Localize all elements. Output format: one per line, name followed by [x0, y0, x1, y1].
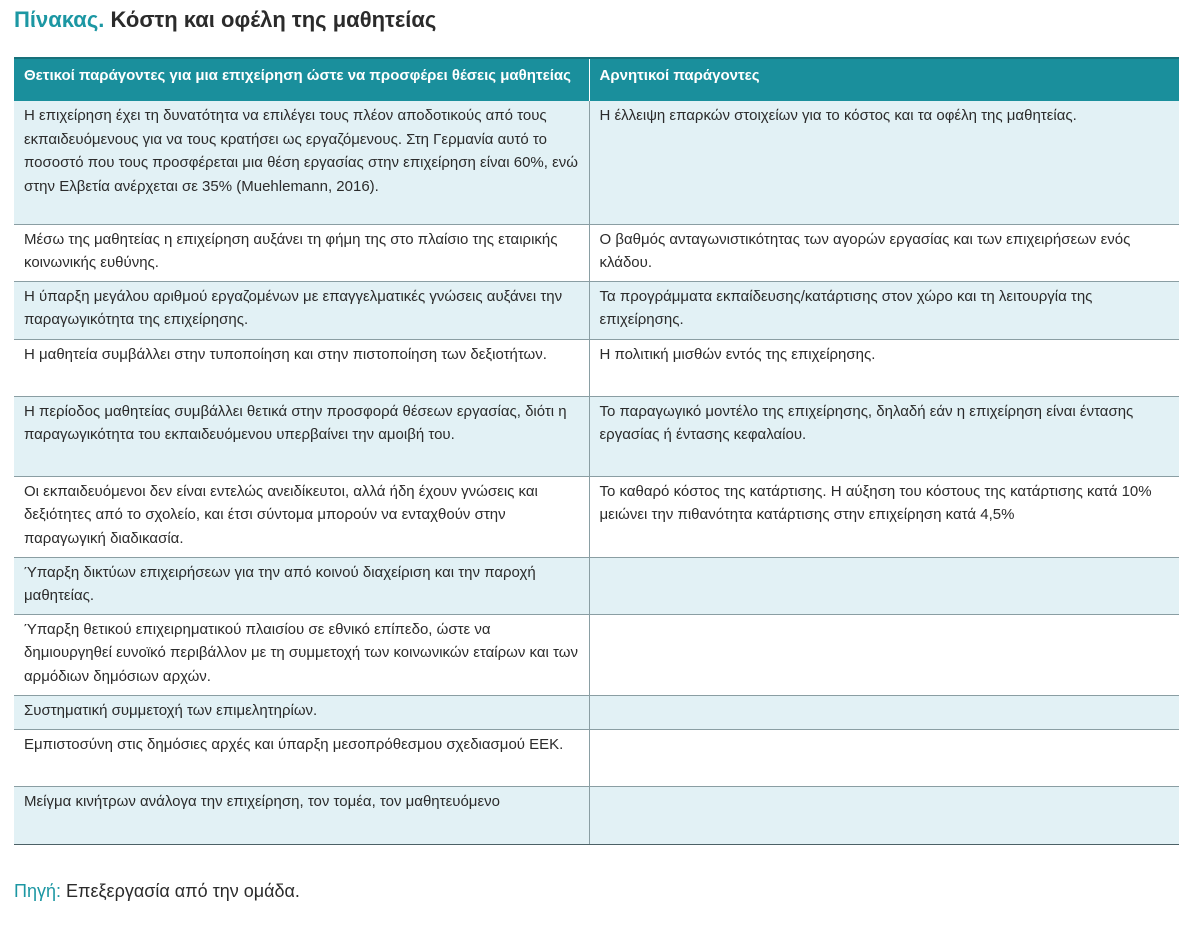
table-row — [14, 557, 1179, 614]
table-row — [14, 695, 1179, 729]
table-row — [14, 614, 1179, 695]
source-label: Πηγή: — [14, 881, 62, 901]
table-title-label: Πίνακας. — [14, 7, 105, 32]
negative-factor-cell: Το καθαρό κόστος της κατάρτισης. Η αύξηση του κόστους της κατάρτισης κατά 10% μειώνει την πιθανότητα κατάρτισης στην επιχείρηση κατά 4,5% — [589, 476, 1179, 557]
header-positive-factors: Θετικοί παράγοντες για μια επιχείρηση ώστε να προσφέρει θέσεις μαθητείας — [14, 58, 589, 101]
positive-factor-cell: Μέσω της μαθητείας η επιχείρηση αυξάνει τη φήμη της στο πλαίσιο της εταιρικής κοινωνικής ευθύνης. — [14, 224, 589, 281]
table-row — [14, 281, 1179, 339]
negative-factor-cell: Ο βαθμός ανταγωνιστικότητας των αγορών εργασίας και των επιχειρήσεων ενός κλάδου. — [589, 224, 1179, 281]
costs-benefits-table — [14, 57, 1179, 845]
table-row — [14, 101, 1179, 224]
table-row — [14, 396, 1179, 476]
negative-factor-cell: Το παραγωγικό μοντέλο της επιχείρησης, δηλαδή εάν η επιχείρηση είναι έντασης εργασίας ή έντασης κεφαλαίου. — [589, 396, 1179, 476]
header-negative-factors: Αρνητικοί παράγοντες — [589, 58, 1179, 101]
table-title-text: Κόστη και οφέλη της μαθητείας — [110, 7, 437, 32]
negative-factor-cell: Τα προγράμματα εκπαίδευσης/κατάρτισης στον χώρο και τη λειτουργία της επιχείρησης. — [589, 281, 1179, 339]
positive-factor-cell: Η επιχείρηση έχει τη δυνατότητα να επιλέγει τους πλέον αποδοτικούς από τους εκπαιδευόμενους για να τους κρατήσει ως εργαζόμενους. Στη Γερμανία αυτό το ποσοστό που τους προσφέρεται μια θέση εργασίας στην επιχείρηση είναι 60%, ενώ στην Ελβετία ανέρχεται σε 35% (Muehlemann, 2016). — [14, 101, 589, 224]
positive-factor-cell: Ύπαρξη θετικού επιχειρηματικού πλαισίου σε εθνικό επίπεδο, ώστε να δημιουργηθεί ευνοϊκό περιβάλλον με τη συμμετοχή των κοινωνικών εταίρων και των αρμόδιων δημόσιων αρχών. — [14, 614, 589, 695]
negative-factor-cell — [589, 614, 1179, 695]
source-note — [14, 881, 300, 902]
positive-factor-cell: Εμπιστοσύνη στις δημόσιες αρχές και ύπαρξη μεσοπρόθεσμου σχεδιασμού ΕΕΚ. — [14, 729, 589, 786]
table-header-row — [14, 58, 1179, 101]
positive-factor-cell: Οι εκπαιδευόμενοι δεν είναι εντελώς ανειδίκευτοι, αλλά ήδη έχουν γνώσεις και δεξιότητες από το σχολείο, και έτσι σύντομα μπορούν να ενταχθούν στην παραγωγική διαδικασία. — [14, 476, 589, 557]
negative-factor-cell: Η πολιτική μισθών εντός της επιχείρησης. — [589, 339, 1179, 396]
positive-factor-cell: Η ύπαρξη μεγάλου αριθμού εργαζομένων με επαγγελματικές γνώσεις αυξάνει την παραγωγικότητα της επιχείρησης. — [14, 281, 589, 339]
positive-factor-cell: Συστηματική συμμετοχή των επιμελητηρίων. — [14, 695, 589, 729]
positive-factor-cell: Η περίοδος μαθητείας συμβάλλει θετικά στην προσφορά θέσεων εργασίας, διότι η παραγωγικότητα του εκπαιδευόμενου υπερβαίνει την αμοιβή του. — [14, 396, 589, 476]
positive-factor-cell: Η μαθητεία συμβάλλει στην τυποποίηση και στην πιστοποίηση των δεξιοτήτων. — [14, 339, 589, 396]
source-text: Επεξεργασία από την ομάδα. — [66, 881, 300, 901]
negative-factor-cell — [589, 786, 1179, 844]
positive-factor-cell: Μείγμα κινήτρων ανάλογα την επιχείρηση, τον τομέα, τον μαθητευόμενο — [14, 786, 589, 844]
table-row — [14, 476, 1179, 557]
negative-factor-cell: Η έλλειψη επαρκών στοιχείων για το κόστος και τα οφέλη της μαθητείας. — [589, 101, 1179, 224]
negative-factor-cell — [589, 729, 1179, 786]
table-row — [14, 729, 1179, 786]
negative-factor-cell — [589, 557, 1179, 614]
positive-factor-cell: Ύπαρξη δικτύων επιχειρήσεων για την από κοινού διαχείριση και την παροχή μαθητείας. — [14, 557, 589, 614]
table-row — [14, 224, 1179, 281]
negative-factor-cell — [589, 695, 1179, 729]
table-row — [14, 786, 1179, 844]
table-row — [14, 339, 1179, 396]
table-title — [14, 7, 436, 33]
